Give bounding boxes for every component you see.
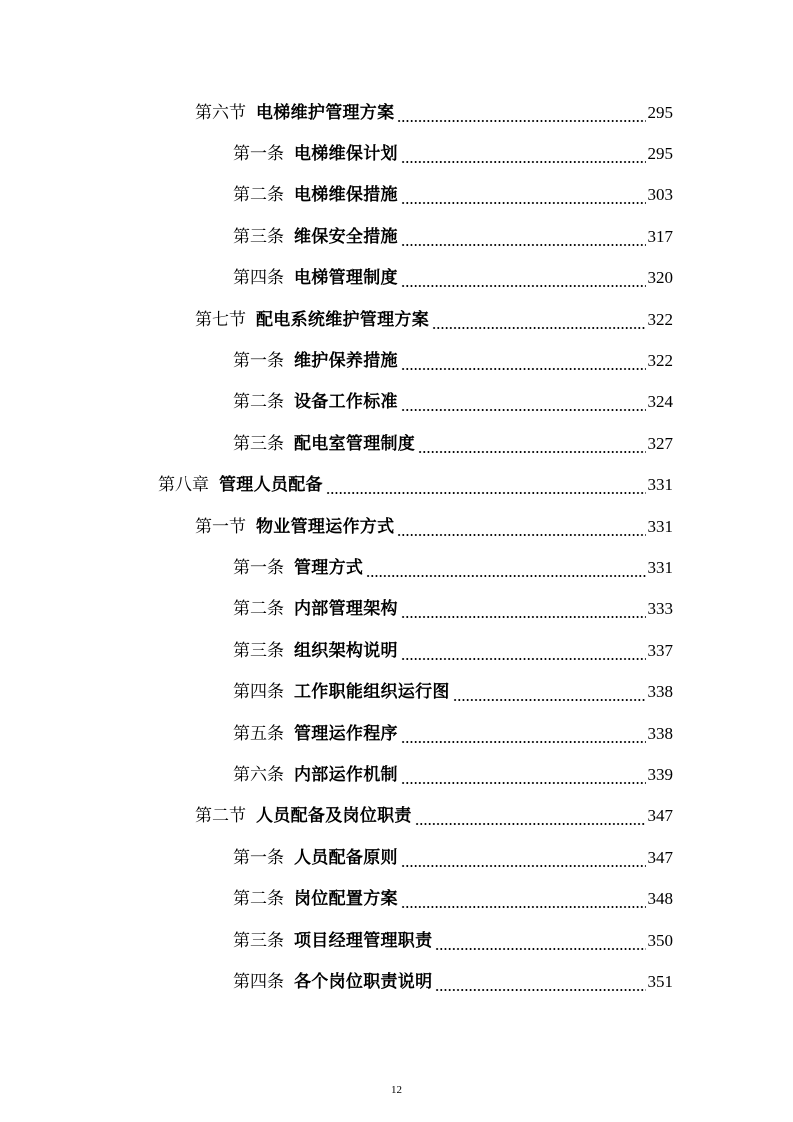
page-number: 12 [391,1084,402,1096]
toc-page-number: 338 [647,723,673,743]
toc-title: 维护保养措施 [294,351,398,372]
toc-title: 内部运作机制 [294,764,398,785]
toc-entry[interactable] [0,465,793,506]
dot-leader [432,316,646,330]
toc-entry[interactable] [0,423,793,464]
toc-page-number: 338 [647,682,673,702]
dot-leader [401,274,646,288]
toc-label [233,599,398,619]
toc-title: 电梯维护管理方案 [256,102,395,123]
toc-entry[interactable] [0,547,793,588]
toc-entry[interactable] [0,796,793,837]
toc-label [233,889,398,909]
toc-page-number: 347 [647,806,673,826]
toc-number: 第四条 [233,682,284,703]
toc-page-number: 350 [647,930,673,950]
toc-label [195,517,394,537]
toc-page-number: 339 [647,764,673,784]
toc-title: 各个岗位职责说明 [294,971,433,992]
toc-title: 维保安全措施 [294,226,398,247]
toc-label [195,806,412,826]
dot-leader [401,191,646,205]
toc-number: 第七节 [195,309,246,330]
toc-label [233,848,398,868]
dot-leader [401,398,646,412]
toc-page-number: 347 [647,847,673,867]
toc-title: 内部管理架构 [294,599,398,620]
toc-number: 第五条 [233,723,284,744]
toc-entry[interactable] [0,382,793,423]
toc-number: 第三条 [233,640,284,661]
toc-label [233,227,398,247]
dot-leader [415,812,646,826]
toc-page-number: 303 [647,185,673,205]
toc-title: 管理方式 [294,557,364,578]
toc-title: 电梯管理制度 [294,268,398,289]
toc-label [233,558,363,578]
toc-entry[interactable] [0,754,793,795]
toc-label [233,144,398,164]
dot-leader [401,233,646,247]
toc-entry[interactable] [0,258,793,299]
toc-label [233,185,398,205]
toc-entry[interactable] [0,589,793,630]
toc-entry[interactable] [0,340,793,381]
toc-label [233,972,432,992]
toc-entry[interactable] [0,92,793,133]
dot-leader [435,978,645,992]
toc-number: 第一条 [233,351,284,372]
toc-number: 第三条 [233,226,284,247]
dot-leader [401,647,646,661]
toc-title: 岗位配置方案 [294,889,398,910]
toc-page-number: 295 [647,144,673,164]
toc-entry[interactable] [0,175,793,216]
dot-leader [401,854,646,868]
dot-leader [397,109,645,123]
toc-entry[interactable] [0,133,793,174]
toc-entry[interactable] [0,961,793,1002]
toc-number: 第一条 [233,144,284,165]
toc-number: 第八章 [158,475,209,496]
toc-label [233,434,415,454]
toc-title: 电梯维保措施 [294,185,398,206]
toc-page-number: 333 [647,599,673,619]
toc-label [195,103,394,123]
toc-number: 第二条 [233,185,284,206]
toc-title: 电梯维保计划 [294,144,398,165]
toc-page-number: 351 [647,971,673,991]
toc-number: 第一条 [233,557,284,578]
toc-entry[interactable] [0,299,793,340]
toc-title: 管理运作程序 [294,723,398,744]
dot-leader [401,357,646,371]
toc-entry[interactable] [0,713,793,754]
toc-label [233,765,398,785]
dot-leader [401,771,646,785]
toc-title: 设备工作标准 [294,392,398,413]
toc-title: 工作职能组织运行图 [294,682,450,703]
dot-leader [401,730,646,744]
toc-label [233,268,398,288]
toc-title: 人员配备及岗位职责 [256,806,412,827]
toc-page-number: 322 [647,351,673,371]
toc-title: 项目经理管理职责 [294,930,433,951]
toc-page-number: 331 [647,516,673,536]
toc-title: 组织架构说明 [294,640,398,661]
dot-leader [397,523,645,537]
toc-label [158,475,323,495]
toc-entry[interactable] [0,671,793,712]
toc-entry[interactable] [0,837,793,878]
toc-page-number: 322 [647,309,673,329]
toc-page-number: 331 [647,475,673,495]
toc-title: 管理人员配备 [219,475,323,496]
toc-label [233,931,432,951]
dot-leader [401,895,646,909]
dot-leader [453,688,646,702]
toc-title: 配电室管理制度 [294,433,416,454]
dot-leader [326,481,646,495]
toc-label [233,351,398,371]
toc-number: 第二条 [233,889,284,910]
toc-page-number: 324 [647,392,673,412]
toc-label [233,392,398,412]
toc-number: 第四条 [233,268,284,289]
toc-entry[interactable] [0,630,793,671]
toc-label [233,682,450,702]
toc-page-number: 331 [647,557,673,577]
toc-number: 第四条 [233,971,284,992]
toc-entry[interactable] [0,878,793,919]
toc-number: 第二节 [195,806,246,827]
table-of-contents [0,92,793,1003]
toc-title: 物业管理运作方式 [256,516,395,537]
dot-leader [418,440,645,454]
dot-leader [401,150,646,164]
toc-number: 第六节 [195,102,246,123]
dot-leader [435,937,645,951]
toc-page-number: 320 [647,268,673,288]
dot-leader [401,605,646,619]
toc-page-number: 317 [647,226,673,246]
toc-page-number: 348 [647,889,673,909]
toc-number: 第二条 [233,599,284,620]
toc-entry[interactable] [0,216,793,257]
toc-number: 第三条 [233,433,284,454]
toc-entry[interactable] [0,920,793,961]
dot-leader [366,564,645,578]
toc-number: 第一条 [233,847,284,868]
toc-page-number: 337 [647,640,673,660]
toc-title: 人员配备原则 [294,847,398,868]
toc-page-number: 327 [647,433,673,453]
toc-number: 第三条 [233,930,284,951]
toc-label [233,724,398,744]
toc-title: 配电系统维护管理方案 [256,309,429,330]
toc-number: 第二条 [233,392,284,413]
toc-label [195,310,429,330]
toc-entry[interactable] [0,506,793,547]
toc-number: 第一节 [195,516,246,537]
toc-page-number: 295 [647,102,673,122]
toc-number: 第六条 [233,764,284,785]
toc-label [233,641,398,661]
